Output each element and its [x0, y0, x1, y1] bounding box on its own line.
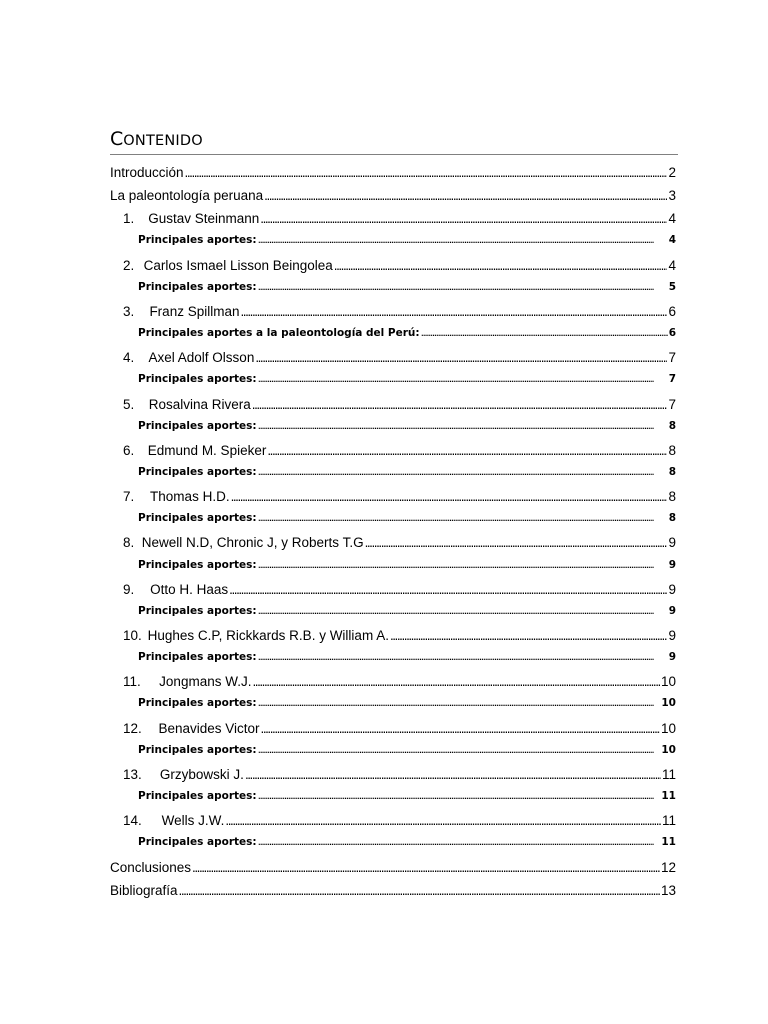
toc-entry-number: 8.	[123, 535, 135, 551]
toc-entry-number: 7.	[123, 489, 135, 505]
toc-subentry[interactable]	[110, 234, 676, 250]
toc-entry[interactable]	[110, 883, 676, 903]
toc-dot-leader	[185, 165, 668, 180]
toc-page-number: 8	[668, 419, 676, 432]
toc-entry-title: Principales aportes:	[138, 836, 257, 849]
toc-entry-title: La paleontología peruana	[110, 188, 264, 204]
toc-page-number: 4	[668, 234, 676, 247]
toc-page-number: 8	[668, 512, 676, 525]
toc-entry[interactable]	[110, 304, 676, 324]
toc-entry[interactable]	[110, 721, 676, 741]
toc-subentry[interactable]	[110, 327, 676, 343]
toc-dot-leader	[258, 836, 661, 848]
toc-subentry[interactable]	[110, 466, 676, 482]
toc-subentry[interactable]	[110, 281, 676, 297]
toc-entry-title: Principales aportes:	[138, 558, 257, 571]
toc-entry-number: 1.	[123, 211, 135, 227]
toc-entry-title: Principales aportes a la paleontología del Perú:	[138, 327, 420, 340]
toc-dot-leader	[231, 489, 668, 504]
toc-entry-title: Principales aportes:	[138, 280, 257, 293]
toc-entry-number: 13.	[123, 766, 142, 782]
toc-entry[interactable]	[110, 397, 676, 417]
toc-entry-number: 4.	[123, 350, 135, 366]
toc-page-number: 7	[668, 396, 676, 412]
toc-entry[interactable]	[110, 489, 676, 509]
toc-subentry[interactable]	[110, 697, 676, 713]
toc-heading-rest: ONTENIDO	[123, 133, 203, 149]
toc-entry[interactable]	[110, 674, 676, 694]
toc-entry-title: Principales aportes:	[138, 790, 257, 803]
toc-entry[interactable]	[110, 582, 676, 602]
toc-entry-title: Carlos Ismael Lisson Beingolea	[143, 257, 333, 273]
toc-entry-title: Principales aportes:	[138, 419, 257, 432]
toc-page-number: 9	[668, 535, 676, 551]
toc-dot-leader	[258, 744, 661, 756]
toc-entry-number: 5.	[123, 396, 135, 412]
toc-dot-leader	[240, 304, 667, 319]
toc-entry-number: 2.	[123, 257, 135, 273]
toc-subentry[interactable]	[110, 559, 676, 575]
toc-dot-leader	[258, 559, 668, 571]
toc-dot-leader	[334, 258, 668, 273]
toc-subentry[interactable]	[110, 651, 676, 667]
toc-dot-leader	[192, 860, 660, 875]
toc-entry-number: 12.	[123, 720, 142, 736]
toc-dot-leader	[264, 188, 667, 203]
toc-dot-leader	[258, 605, 668, 617]
toc-entry[interactable]	[110, 258, 676, 278]
toc-dot-leader	[258, 373, 668, 385]
toc-entry[interactable]	[110, 860, 676, 880]
toc-dot-leader	[258, 651, 668, 663]
toc-entry[interactable]	[110, 211, 676, 231]
toc-dot-leader	[258, 512, 668, 524]
toc-dot-leader	[258, 281, 668, 293]
toc-page-number: 10	[661, 743, 676, 756]
toc-heading-initial: C	[110, 128, 124, 150]
toc-page-number: 8	[668, 489, 676, 505]
toc-page-number: 11	[661, 836, 676, 849]
toc-page-number: 6	[668, 303, 676, 319]
toc-dot-leader	[390, 628, 668, 643]
toc-dot-leader	[258, 234, 668, 246]
toc-page-number: 9	[668, 651, 676, 664]
toc-dot-leader	[267, 443, 667, 458]
toc-entry-title: Rosalvina Rivera	[148, 396, 251, 412]
toc-subentry[interactable]	[110, 836, 676, 852]
toc-entry-number: 11.	[123, 674, 141, 690]
toc-entry-title: Principales aportes:	[138, 234, 257, 247]
toc-page-number: 11	[661, 813, 676, 829]
toc-dot-leader	[365, 535, 668, 550]
toc-entry[interactable]	[110, 628, 676, 648]
toc-dot-leader	[260, 211, 667, 226]
toc-subentry[interactable]	[110, 605, 676, 621]
toc-page-number: 9	[668, 628, 676, 643]
toc-dot-leader	[245, 767, 661, 782]
toc-page-number: 13	[660, 882, 676, 898]
toc-entry[interactable]	[110, 350, 676, 370]
toc-dot-leader	[258, 790, 661, 802]
toc-entry-number: 14.	[123, 813, 142, 829]
toc-page-number: 9	[668, 581, 676, 597]
toc-dot-leader	[258, 697, 661, 709]
toc-entry-title: Principales aportes:	[138, 373, 257, 386]
toc-dot-leader	[255, 350, 667, 365]
toc-entry-title: Axel Adolf Olsson	[148, 350, 255, 366]
toc-entry-title: Principales aportes:	[138, 651, 257, 664]
toc-entry-title: Otto H. Haas	[150, 581, 229, 597]
toc-entry-title: Conclusiones	[110, 859, 192, 875]
toc-entry-title: Newell N.D, Chronic J, y Roberts T.G	[141, 535, 364, 551]
toc-page-number: 4	[668, 257, 676, 273]
toc-dot-leader	[261, 721, 660, 736]
toc-entry-title: Thomas H.D.	[150, 489, 230, 505]
toc-entry-title: Principales aportes:	[138, 465, 257, 478]
toc-entry-title: Edmund M. Spieker	[147, 442, 267, 458]
toc-subentry[interactable]	[110, 790, 676, 806]
toc-subentry[interactable]	[110, 512, 676, 528]
toc-dot-leader	[225, 813, 661, 828]
toc-entry-title: Grzybowski J.	[159, 766, 244, 782]
toc-entry[interactable]	[110, 767, 676, 787]
toc-entry[interactable]	[110, 535, 676, 555]
toc-page-number: 12	[660, 859, 676, 875]
toc-page-number: 9	[668, 604, 676, 617]
toc-entry-title: Principales aportes:	[138, 743, 257, 756]
toc-entry-number: 3.	[123, 303, 135, 319]
toc-page-number: 7	[668, 373, 676, 386]
toc-entry-number: 10.	[123, 628, 142, 643]
toc-entry-title: Gustav Steinmann	[148, 211, 260, 227]
toc-entry[interactable]	[110, 188, 676, 208]
toc-entry-title: Principales aportes:	[138, 697, 257, 710]
toc-dot-leader	[179, 883, 660, 898]
toc-page-number: 5	[668, 280, 676, 293]
toc-entry-number: 6.	[123, 442, 135, 458]
toc-page-number: 10	[661, 697, 676, 710]
toc-page-number: 2	[668, 165, 676, 180]
toc-page-number: 11	[661, 790, 676, 803]
toc-entry-title: Benavides Victor	[158, 720, 260, 736]
toc-entry-title: Wells J.W.	[161, 813, 225, 829]
toc-page-number: 9	[668, 558, 676, 571]
toc-entry[interactable]	[110, 165, 676, 185]
toc-page-number: 10	[660, 720, 676, 736]
toc-dot-leader	[421, 327, 668, 339]
toc-subentry[interactable]	[110, 744, 676, 760]
toc-entry[interactable]	[110, 443, 676, 463]
toc-subentry[interactable]	[110, 373, 676, 389]
toc-entry-title: Introducción	[110, 165, 184, 180]
toc-dot-leader	[258, 466, 668, 478]
toc-entry-title: Jongmans W.J.	[159, 674, 252, 690]
toc-entry[interactable]	[110, 813, 676, 833]
toc-entry-number: 9.	[123, 581, 135, 597]
toc-page-number: 3	[668, 188, 676, 204]
toc-page-number: 7	[668, 350, 676, 366]
toc-dot-leader	[258, 420, 668, 432]
toc-page-number: 11	[661, 766, 676, 782]
toc-dot-leader	[229, 582, 667, 597]
toc-dot-leader	[252, 674, 660, 689]
toc-entry-title: Principales aportes:	[138, 604, 257, 617]
toc-page-number: 8	[668, 465, 676, 478]
toc-entry-title: Franz Spillman	[149, 303, 240, 319]
toc-heading	[110, 128, 678, 155]
toc-page-number: 4	[668, 211, 676, 227]
toc-page-number: 6	[668, 327, 676, 340]
toc-entry-title: Principales aportes:	[138, 512, 257, 525]
toc-entry-title: Hughes C.P, Rickkards R.B. y William A.	[147, 628, 389, 643]
toc-subentry[interactable]	[110, 420, 676, 436]
toc-page-number: 10	[660, 674, 676, 690]
toc-dot-leader	[252, 397, 668, 412]
toc-page-number: 8	[668, 442, 676, 458]
toc-entry-title: Bibliografía	[110, 882, 178, 898]
